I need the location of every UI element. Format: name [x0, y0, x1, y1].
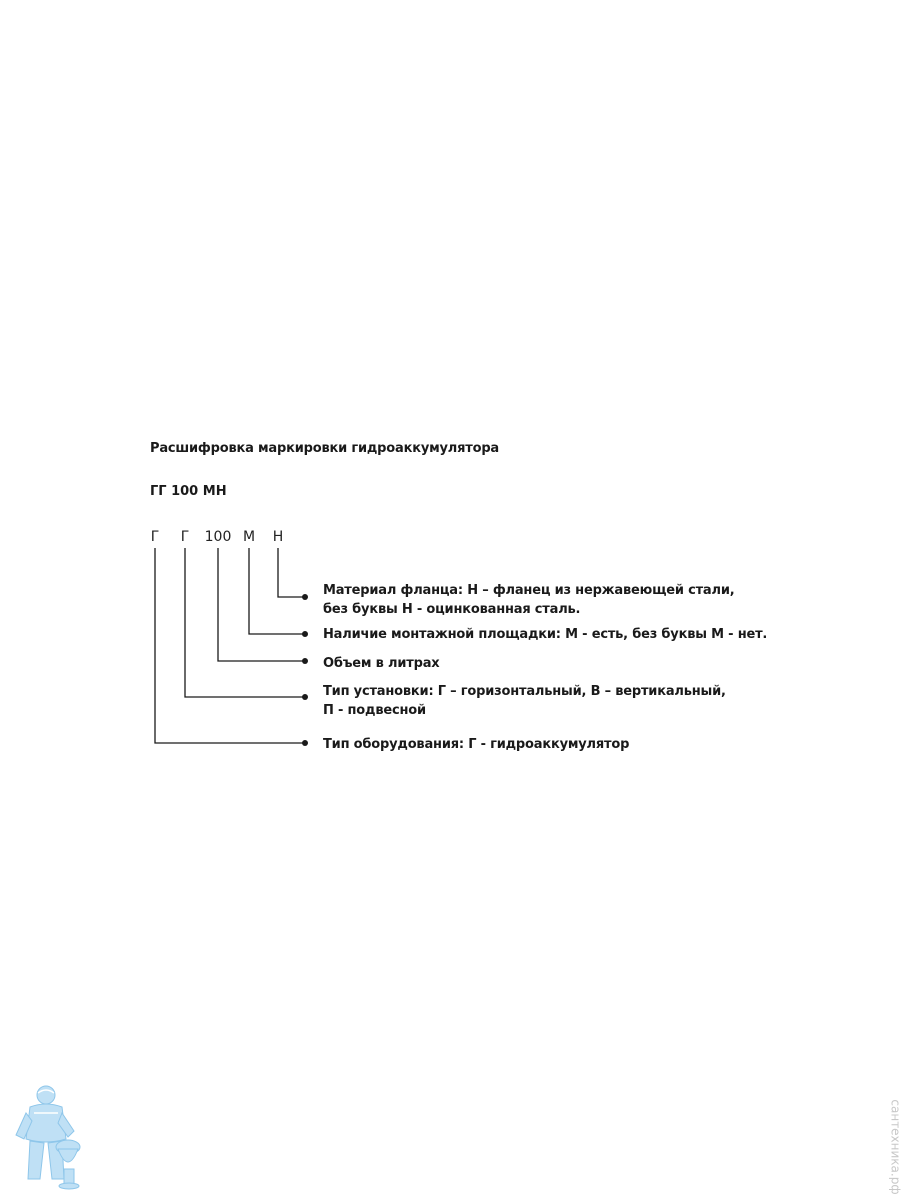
description-line: П - подвесной [323, 703, 426, 718]
connector-dot-flange-material [302, 594, 308, 600]
code-part-installation-type: Г [180, 529, 190, 545]
connector-dot-equipment-type [302, 740, 308, 746]
decoding-title: Расшифровка маркировки гидроаккумулятора [150, 441, 500, 456]
connector-dot-volume [302, 658, 308, 664]
connector-volume [218, 548, 305, 661]
description-volume [323, 654, 439, 673]
description-platform [323, 625, 767, 644]
description-equipment-type [323, 735, 629, 754]
code-part-equipment-type: Г [150, 529, 160, 545]
site-watermark: сантехника.рф [888, 1099, 903, 1195]
description-line: Объем в литрах [323, 656, 440, 671]
description-line: Тип установки: Г – горизонтальный, В – вертикальный, [323, 684, 726, 699]
description-flange-material [323, 581, 734, 619]
model-code: ГГ 100 МН [150, 484, 227, 499]
connector-flange-material [278, 548, 305, 597]
connector-dot-platform [302, 631, 308, 637]
code-part-platform: М [242, 529, 256, 545]
connector-platform [249, 548, 305, 634]
description-line: без буквы Н - оцинкованная сталь. [323, 602, 581, 617]
description-line: Тип оборудования: Г - гидроаккумулятор [323, 737, 630, 752]
plumber-mascot-logo [12, 1083, 84, 1191]
connector-dot-installation-type [302, 694, 308, 700]
description-line: Материал фланца: Н – фланец из нержавеющей стали, [323, 583, 735, 598]
description-installation-type [323, 682, 726, 720]
connector-equipment-type [155, 548, 305, 743]
description-line: Наличие монтажной площадки: М - есть, без буквы М - нет. [323, 627, 768, 642]
connector-installation-type [185, 548, 305, 697]
code-part-volume: 100 [204, 529, 232, 545]
code-part-flange-material: Н [272, 529, 284, 545]
